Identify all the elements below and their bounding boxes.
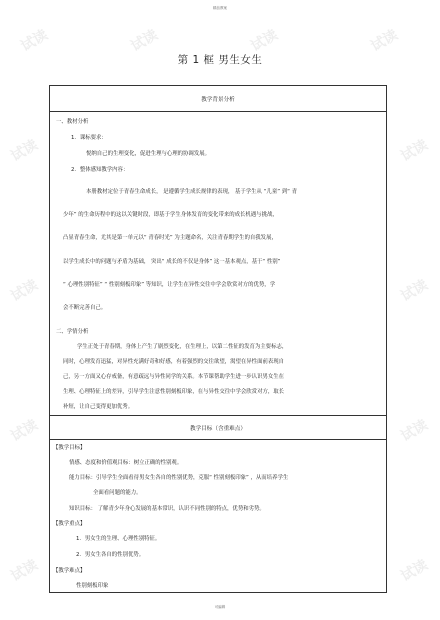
content-heading: 2．整体感知教学内容： — [71, 167, 129, 173]
text-line: 2．男女生各自的性别优势。 — [76, 552, 145, 558]
objectives-label: 【教学目标】 — [53, 445, 86, 451]
text-line: 全面看问题的能力。 — [93, 490, 142, 496]
text-line: 本册教材定位于青春生命成长， 是遵循学生成长规律的表现， 基于学生从 “儿童” 到“ 青 — [86, 189, 298, 195]
page-title: 第 1 框 男生女生 — [177, 54, 263, 66]
text-line: 会不断完善自己。 — [63, 305, 107, 311]
text-line: 己，另一方面又心存戒备，有意疏远与异性同学的关系。本节课帮助学生进一步认识男女生在 — [63, 374, 285, 380]
watermark: 试读 — [8, 276, 41, 305]
text-line: 补短，让自己变得更加优秀。 — [63, 404, 134, 410]
text-line: 凸显青春生命，尤其是第一单元以“ 青春时光” 为主题命名，关注青春期学生的自我发展， — [63, 235, 277, 241]
textbook-analysis-heading: 一、教材分析 — [56, 119, 89, 125]
text-line: 1．男女生的生理、心理性别特征。 — [76, 536, 161, 542]
text-line: 少年” 的生命历程中的这以关键时段，即基于学生身体发育的变化带来的成长机遇与挑战， — [63, 212, 278, 218]
watermark: 试读 — [368, 26, 401, 55]
watermark: 试读 — [398, 276, 431, 305]
page-footer: 可编辑 — [214, 605, 226, 609]
lesson-table — [49, 85, 387, 593]
text-line: 生理、心理特征上的差异，引导学生注意性别刻板印象，在与异性交往中学会欣赏对方，取长 — [63, 389, 285, 395]
learner-analysis-heading: 二、学情分析 — [56, 329, 89, 335]
text-line: 情感、态度和价值观目标：树立正确的性别观。 — [69, 460, 183, 466]
text-line: 悦纳自己的生理变化，促进生理与心理的协调发展。 — [86, 151, 210, 157]
watermark: 试读 — [8, 416, 41, 445]
text-line: 能力目标：引导学生全面看待男女生各自的性别优势，克服“ 性别刻板印象” ，从而培养学生 — [69, 475, 289, 481]
curriculum-heading: 1．课标要求： — [71, 135, 107, 141]
text-line: 同时，心理发育迅猛，对异性充满好奇和好感，有着强烈的交往欲望，渴望在异性面前表现自 — [63, 359, 285, 365]
background-heading: 教学背景分析 — [50, 86, 387, 112]
text-line: 知识目标： 了解青少年身心发展的基本常识，认识不同性别的特点，优势和劣势。 — [69, 506, 265, 512]
key-points-label: 【教学重点】 — [53, 521, 86, 527]
page-header: 精品教案 — [213, 6, 227, 10]
watermark: 试读 — [398, 136, 431, 165]
watermark: 试读 — [248, 26, 281, 55]
objectives-heading: 教学目标（含重难点） — [50, 416, 387, 440]
watermark: 试读 — [128, 26, 161, 55]
text-line: 学生正处于青春期，身体上产生了剧烈变化，在生理上，以第二性征的发育为主要标志， — [77, 344, 288, 350]
background-content — [50, 112, 387, 416]
watermark: 试读 — [18, 26, 51, 55]
text-line: 性别刻板印象 — [76, 583, 109, 589]
difficulty-label: 【教学难点】 — [53, 568, 86, 574]
watermark: 试读 — [8, 136, 41, 165]
text-line: 以学生成长中的问题与矛盾为基础， 突出“ 成长的不仅是身体” 这一基本观点，基于“ 性别” — [63, 259, 281, 265]
text-line: “ 心理性别特征” “ 性别刻板印象” 等知识，让学生在异性交往中学会欣赏对方的优势，学 — [63, 282, 276, 288]
objectives-content — [50, 440, 387, 593]
watermark: 试读 — [398, 416, 431, 445]
watermark: 试读 — [8, 556, 41, 585]
watermark: 试读 — [398, 556, 431, 585]
